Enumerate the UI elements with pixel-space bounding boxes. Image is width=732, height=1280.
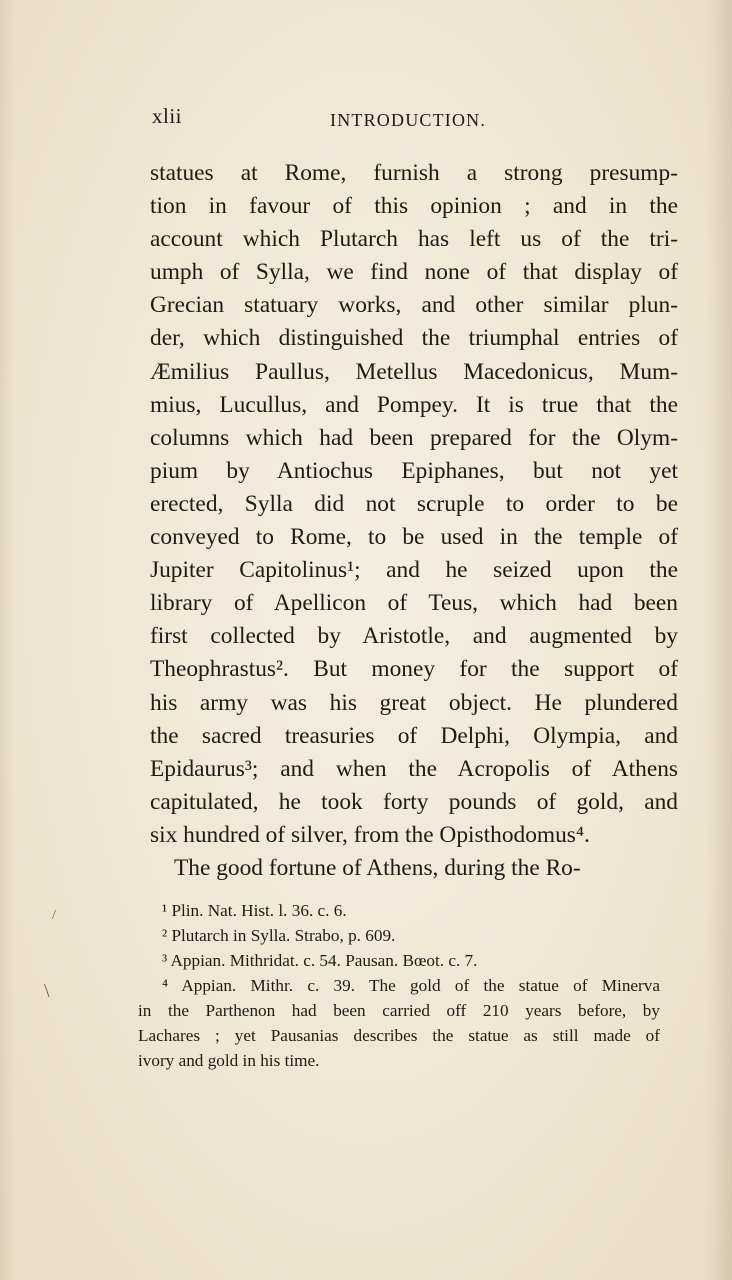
body-text	[150, 157, 678, 885]
margin-mark: /	[52, 908, 56, 923]
body-line: der, which distinguished the triumphal entries of	[150, 325, 678, 352]
footnotes	[138, 898, 660, 1073]
body-line: mius, Lucullus, and Pompey. It is true that the	[150, 391, 678, 418]
body-line: six hundred of silver, from the Opisthodomus⁴.	[150, 821, 590, 848]
footnote-3: ³ Appian. Mithridat. c. 54. Pausan. Bœot. c. 7.	[162, 951, 478, 970]
body-line: account which Plutarch has left us of the tri-	[150, 226, 678, 253]
paragraph-start-line: The good fortune of Athens, during the Ro-	[174, 854, 581, 881]
margin-mark: \	[44, 980, 50, 1002]
footnote-4-continued: ivory and gold in his time.	[138, 1051, 320, 1070]
body-line: first collected by Aristotle, and augmented by	[150, 623, 678, 650]
body-line: Jupiter Capitolinus¹; and he seized upon the	[150, 557, 678, 584]
body-line: capitulated, he took forty pounds of gold, and	[150, 788, 678, 815]
page-right-edge	[706, 0, 732, 1280]
body-line: library of Apellicon of Teus, which had been	[150, 590, 678, 617]
body-line: erected, Sylla did not scruple to order to be	[150, 490, 678, 517]
body-line: columns which had been prepared for the Olym-	[150, 424, 678, 451]
footnote-2: ² Plutarch in Sylla. Strabo, p. 609.	[162, 926, 396, 945]
footnote-4-continued: in the Parthenon had been carried off 210 years before, by	[138, 1001, 660, 1020]
footnote-1: ¹ Plin. Nat. Hist. l. 36. c. 6.	[162, 901, 347, 920]
body-line: pium by Antiochus Epiphanes, but not yet	[150, 457, 678, 484]
body-line: Grecian statuary works, and other similar plun-	[150, 292, 678, 319]
body-line: Theophrastus². But money for the support of	[150, 656, 678, 683]
body-line: Æmilius Paullus, Metellus Macedonicus, Mum-	[150, 358, 678, 385]
page-header	[152, 104, 672, 134]
body-line: the sacred treasuries of Delphi, Olympia, and	[150, 722, 678, 749]
footnote-4-continued: Lachares ; yet Pausanias describes the statue as still made of	[138, 1026, 660, 1045]
page-number: xlii	[152, 104, 183, 128]
page-left-edge	[0, 0, 14, 1280]
body-line: Epidaurus³; and when the Acropolis of Athens	[150, 755, 678, 782]
body-line: tion in favour of this opinion ; and in the	[150, 193, 678, 220]
body-line: umph of Sylla, we find none of that display of	[150, 259, 678, 286]
body-line: statues at Rome, furnish a strong presump-	[150, 160, 678, 186]
running-title: INTRODUCTION.	[330, 110, 487, 130]
body-line: his army was his great object. He plundered	[150, 689, 678, 716]
body-line: conveyed to Rome, to be used in the temple of	[150, 524, 678, 551]
footnote-4: ⁴ Appian. Mithr. c. 39. The gold of the statue of Minerva	[162, 976, 660, 995]
